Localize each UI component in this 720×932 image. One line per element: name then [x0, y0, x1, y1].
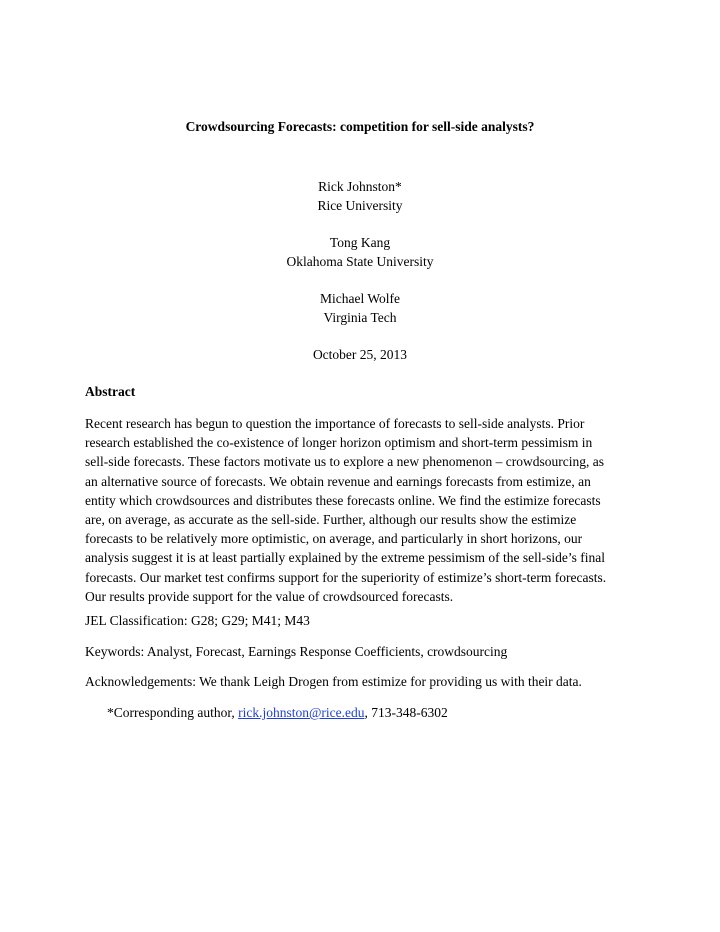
abstract-line: entity which crowdsources and distributes these forecasts online. We find the estimize forecasts	[85, 492, 601, 508]
abstract-line: are, on average, as accurate as the sell-side. Further, although our results show the estimize	[85, 512, 577, 528]
abstract-line: an alternative source of forecasts. We obtain revenue and earnings forecasts from estimize, an	[85, 473, 591, 489]
paper-title: Crowdsourcing Forecasts: competition for sell-side analysts?	[185, 119, 535, 134]
abstract-body	[85, 414, 645, 606]
author-affiliation-3: Virginia Tech	[323, 310, 397, 325]
corresponding-phone: , 713-348-6302	[364, 705, 448, 720]
abstract-line: forecasts. Our market test confirms support for the superiority of estimize’s short-term forecasts.	[85, 569, 607, 585]
abstract-line: research established the co-existence of longer horizon optimism and short-term pessimism in	[85, 435, 593, 451]
corresponding-prefix: *Corresponding author,	[107, 705, 239, 720]
author-name-2: Tong Kang	[329, 235, 391, 250]
paper-date: October 25, 2013	[312, 347, 408, 362]
author-affiliation-2: Oklahoma State University	[286, 254, 434, 269]
author-name-3: Michael Wolfe	[319, 291, 400, 306]
abstract-line: Recent research has begun to question the importance of forecasts to sell-side analysts. Prior	[85, 416, 585, 431]
corresponding-author-note	[107, 704, 448, 722]
jel-classification: JEL Classification: G28; G29; M41; M43	[85, 613, 310, 628]
abstract-line: sell-side forecasts. These factors motivate us to explore a new phenomenon – crowdsourcing, as	[85, 454, 604, 470]
abstract-heading: Abstract	[85, 384, 136, 399]
author-email-link[interactable]: rick.johnston@rice.edu	[238, 705, 365, 720]
keywords: Keywords: Analyst, Forecast, Earnings Response Coefficients, crowdsourcing	[85, 644, 508, 659]
abstract-line: analysis suggest it is at least partially explained by the extreme pessimism of the sell-side’s final	[85, 550, 606, 566]
author-name-1: Rick Johnston*	[318, 179, 402, 194]
abstract-line: Our results provide support for the value of crowdsourced forecasts.	[85, 588, 454, 604]
abstract-line: forecasts to be relatively more optimistic, on average, and particularly in short horizons, our	[85, 531, 583, 547]
acknowledgements: Acknowledgements: We thank Leigh Drogen from estimize for providing us with their data.	[85, 674, 582, 689]
author-affiliation-1: Rice University	[317, 198, 403, 213]
